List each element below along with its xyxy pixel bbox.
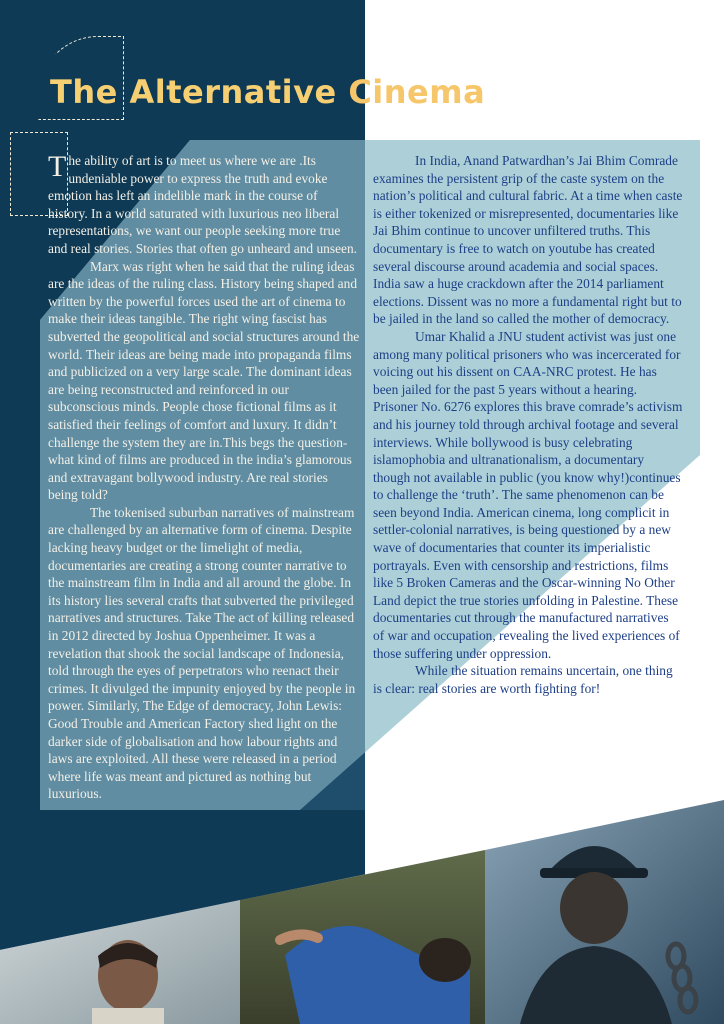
photo-man-portrait <box>0 900 240 1024</box>
article-paragraph: The tokenised suburban narratives of mainstream are challenged by an alternative form of cinema. Despite lacking heavy budget or the limelight of media, documentaries are creating a strong counter narrative to the mainstream film in India and all around the globe. In its history lies several crafts that subverted the privileged narratives and structures. Take The act of killing released in 2012 directed by Joshua Oppenheimer. It was a revelation that shook the social landscape of Indonesia, told through the eyes of perpetrators who reenact their crimes. It divulged the impunity enjoyed by the people in power. Similarly, The Edge of democracy, John Lewis: Good Trouble and American Factory shed light on the darker side of globalisation and how labour rights and laws are exploited. All these were released in a period where life was meant and pictured as nothing but luxurious. <box>48 504 356 802</box>
article-paragraph: Umar Khalid a JNU student activist was just one among many political prisoners who was incercerated for voicing out his dissent on CAA-NRC protest. He has been jailed for the past 5 years without a hearing. Prisoner No. 6276 explores this brave comrade’s activism and his journey told through archival footage and several interviews. While bollywood is busy celebrating islamophobia and ultranationalism, a documentary though not available in public (you know why!)continues to challenge the ‘truth’. The same phenomenon can be seen beyond India. American cinema, long complicit in settler-colonial narratives, is being questioned by a new wave of documentaries that counter its imperialistic portrayals. Even with censorship and restrictions, films like 5 Broken Cameras and the Oscar-winning No Other Land depict the true stories unfolding in Palestine. These documentaries cut through the manufactured narratives of war and occupation, revealing the lived experiences of those suffering under oppression. <box>373 328 683 661</box>
article-paragraph: Marx was right when he said that the ruling ideas are the ideas of the ruling class. History being shaped and written by the powerful forces used the art of cinema to make their ideas tangible. The right wing fascist has subverted the geopolitical and social structures around the world. Their ideas are being made into propaganda films and publicized on a very large scale. The dominant ideas are being reconstructed and reinforced in our subconscious minds. People chose fictional films as it satisfied their feelings of comfort and luxury. It didn’t challenge the system they are in.This begs the question-what kind of films are produced in the india’s glamorous and extravagant bollywood industry. Are real stories being told? <box>48 258 360 503</box>
article-paragraph: While the situation remains uncertain, one thing is clear: real stories are worth fighting for! <box>373 663 673 696</box>
paragraph-text: he ability of art is to meet us where we are .Its undeniable power to express the truth and evoke emotion has left an indelible mark in the course of history. In a world saturated with luxurious neo liberal representations, we want our people seeking more true and real stories. Stories that often go unheard and unseen. <box>48 153 358 256</box>
documentary-photo-collage <box>0 780 724 1024</box>
drop-cap: T <box>48 150 67 183</box>
title-part-1: The Alternative <box>50 73 337 111</box>
photo-hardhat-worker <box>485 800 724 1024</box>
article-column-left <box>48 152 360 803</box>
article-paragraph <box>48 152 360 258</box>
photo-lying-figure <box>240 850 485 1024</box>
title-part-2: Cinema <box>348 73 486 111</box>
article-paragraph: In India, Anand Patwardhan’s Jai Bhim Comrade examines the persistent grip of the caste system on the nation’s political and cultural fabric. At a time when caste is either tokenized or misrepresented, documentaries like Jai Bhim continue to uncover unfiltered truths. This documentary is free to watch on youtube has created several discourse around academia and social spaces. India saw a huge crackdown after the 2014 parliament elections. Dissent was no more a fundamental right but to be jailed in the land so called the mother of democracy. <box>373 153 683 327</box>
page-title <box>50 73 486 111</box>
article-column-right <box>373 152 683 697</box>
